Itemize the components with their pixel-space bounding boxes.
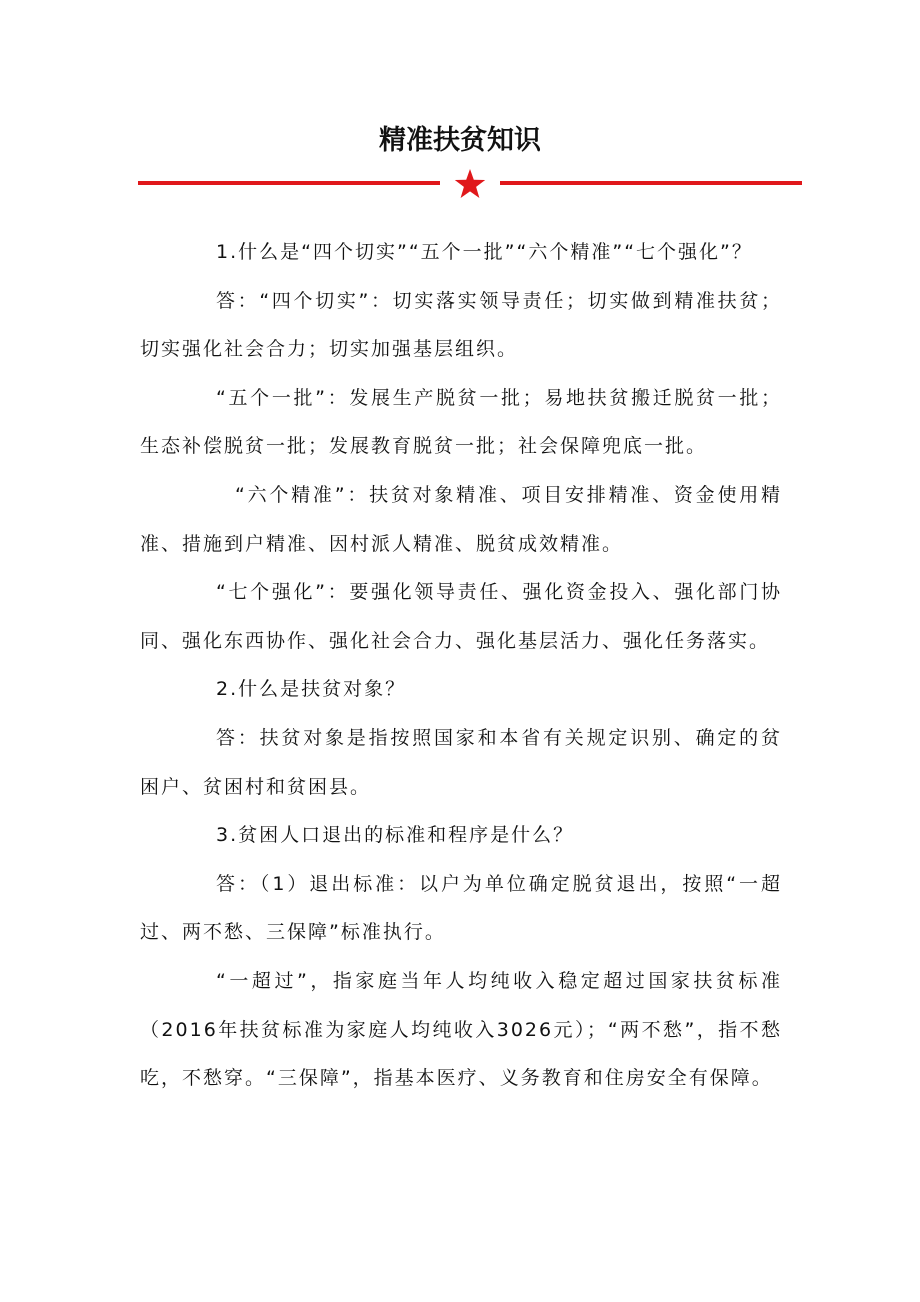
question-1: 1.什么是“四个切实”“五个一批”“六个精准”“七个强化”？ (216, 241, 753, 263)
answer-1-six-precise: “六个精准”：扶贫对象精准、项目安排精准、资金使用精准、措施到户精准、因村派人精准、脱贫成效精准。 (140, 483, 782, 555)
document-title: 精准扶贫知识 (379, 125, 541, 156)
answer-1-five-batches: “五个一批”：发展生产脱贫一批；易地扶贫搬迁脱贫一批；生态补偿脱贫一批；发展教育脱贫一批；社会保障兜底一批。 (140, 386, 782, 458)
answer-1-four-practical: 答：“四个切实”：切实落实领导责任；切实做到精准扶贫；切实强化社会合力；切实加强基层组织。 (140, 289, 782, 361)
divider-right-rule (500, 181, 802, 185)
document-body (140, 228, 782, 1103)
question-2: 2.什么是扶贫对象？ (216, 678, 407, 701)
star-icon (454, 168, 486, 200)
question-3: 3.贫困人口退出的标准和程序是什么？ (216, 824, 575, 847)
answer-3-definitions: “一超过”，指家庭当年人均纯收入稳定超过国家扶贫标准（2016年扶贫标准为家庭人均纯收入3026元）；“两不愁”，指不愁吃，不愁穿。“三保障”，指基本医疗、义务教育和住房安全有保障。 (140, 969, 782, 1090)
answer-2: 答：扶贫对象是指按照国家和本省有关规定识别、确定的贫困户、贫困村和贫困县。 (140, 726, 782, 798)
title-divider (138, 170, 802, 198)
divider-left-rule (138, 181, 440, 185)
answer-3-exit-standard: 答：（1）退出标准：以户为单位确定脱贫退出，按照“一超过、两不愁、三保障”标准执行。 (140, 872, 782, 944)
answer-1-seven-strengthen: “七个强化”：要强化领导责任、强化资金投入、强化部门协同、强化东西协作、强化社会合力、强化基层活力、强化任务落实。 (140, 581, 782, 652)
